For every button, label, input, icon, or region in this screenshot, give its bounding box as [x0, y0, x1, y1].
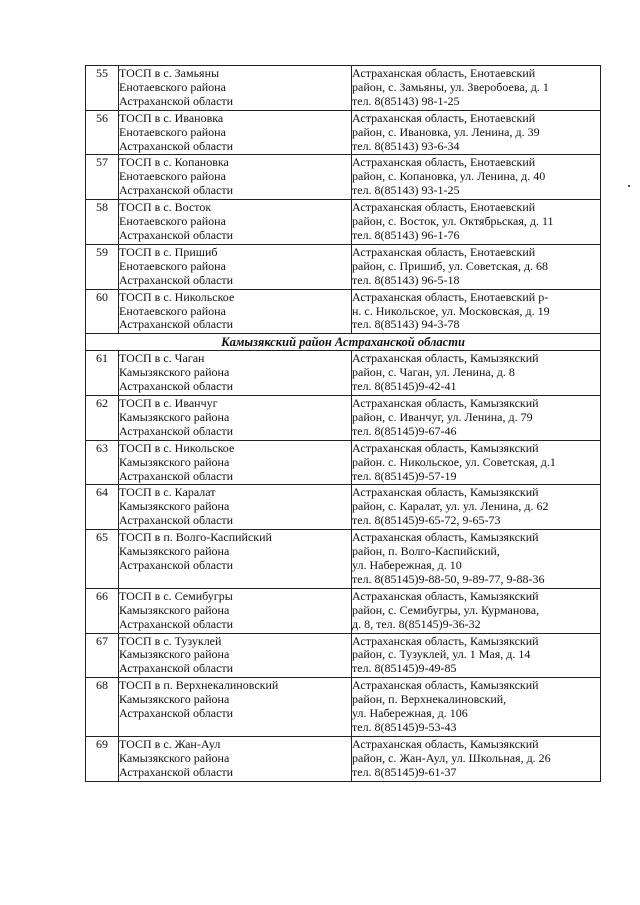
office-address-line: тел. 8(85143) 96-5-18 [352, 272, 460, 287]
office-address-line: район, с. Пришиб, ул. Советская, д. 68 [352, 258, 549, 273]
office-name-line: Камызякского района [119, 692, 230, 707]
office-address [352, 440, 601, 485]
office-address-line: район, с. Тузуклей, ул. 1 Мая, д. 14 [352, 647, 531, 662]
office-name [119, 633, 352, 678]
office-name [119, 440, 352, 485]
office-name-line: Камызякского района [119, 454, 230, 469]
office-address-line: Астраханская область, Камызякский [352, 678, 539, 693]
office-name-line: ТОСП в с. Иванчуг [119, 396, 218, 411]
office-address-line: тел. 8(85143) 96-1-76 [352, 227, 460, 242]
office-name-line: Енотаевского района [119, 124, 226, 139]
office-address-line: Астраханская область, Камызякский [352, 633, 539, 648]
office-name-line: Енотаевского района [119, 214, 226, 229]
row-number: 55 [86, 66, 119, 111]
office-name-line: ТОСП в с. Копановка [119, 155, 229, 170]
office-address-line: ул. Набережная, д. 106 [352, 706, 468, 721]
office-address-line: тел. 8(85145)9-67-46 [352, 423, 457, 438]
row-number: 68 [86, 678, 119, 737]
office-address-line: район, с. Иванчуг, ул. Ленина, д. 79 [352, 409, 533, 424]
table-section-header [86, 334, 601, 351]
office-name [119, 485, 352, 530]
office-name [119, 155, 352, 200]
office-address-line: район, п. Волго-Каспийский, [352, 544, 500, 559]
table-row [86, 155, 601, 200]
office-name [119, 244, 352, 289]
table-row [86, 351, 601, 396]
office-address-line: район, с. Семибугры, ул. Курманова, [352, 602, 540, 617]
office-address-line: район, с. Жан-Аул, ул. Школьная, д. 26 [352, 750, 551, 765]
table-body-kamyzyaksky [86, 351, 601, 781]
office-address-line: тел. 8(85143) 93-1-25 [352, 183, 460, 198]
office-name-line: Камызякского района [119, 499, 230, 514]
office-name-line: Камызякского района [119, 602, 230, 617]
table-row [86, 530, 601, 589]
office-name-line: Камызякского района [119, 409, 230, 424]
office-address-line: Астраханская область, Енотаевский р- [352, 289, 549, 304]
office-address [352, 396, 601, 441]
office-address-line: тел. 8(85145)9-88-50, 9-89-77, 9-88-36 [352, 571, 545, 586]
table-row [86, 244, 601, 289]
office-address-line: район. с. Никольское, ул. Советская, д.1 [352, 454, 556, 469]
office-name-line: Астраханской области [119, 558, 234, 572]
office-name [119, 678, 352, 737]
office-name-line: Енотаевского района [119, 169, 226, 184]
office-address-line: Астраханская область, Енотаевский [352, 244, 536, 259]
row-number: 63 [86, 440, 119, 485]
office-name-line: ТОСП в с. Семибугры [119, 588, 233, 603]
office-address-line: д. 8, тел. 8(85145)9-36-32 [352, 616, 481, 631]
office-name-line: ТОСП в с. Каралат [119, 485, 216, 500]
office-address-line: тел. 8(85145)9-49-85 [352, 661, 457, 676]
row-number: 66 [86, 588, 119, 633]
office-name-line: ТОСП в с. Никольское [119, 289, 235, 304]
office-address-line: ул. Набережная, д. 10 [352, 558, 462, 572]
table-row [86, 200, 601, 245]
office-name-line: ТОСП в с. Жан-Аул [119, 736, 221, 751]
row-number: 59 [86, 244, 119, 289]
row-number: 56 [86, 110, 119, 155]
office-name-line: Астраханской области [119, 138, 234, 153]
office-name [119, 110, 352, 155]
office-name-line: Астраханской области [119, 616, 234, 631]
section-title: Камызякский район Астраханской области [86, 334, 601, 351]
office-name-line: Астраханской области [119, 706, 234, 721]
office-address [352, 244, 601, 289]
office-name [119, 351, 352, 396]
office-name-line: Камызякского района [119, 365, 230, 380]
table-row [86, 66, 601, 111]
office-name-line: Астраханской области [119, 513, 234, 528]
table-row [86, 678, 601, 737]
office-name-line: Астраханской области [119, 93, 234, 108]
office-address-line: Астраханская область, Енотаевский [352, 200, 536, 215]
row-number: 69 [86, 736, 119, 781]
office-name-line: ТОСП в с. Пришиб [119, 244, 218, 259]
office-name-line: Астраханской области [119, 423, 234, 438]
office-address-line: Астраханская область, Камызякский [352, 485, 539, 500]
office-address-line: район, с. Копановка, ул. Ленина, д. 40 [352, 169, 546, 184]
office-address [352, 588, 601, 633]
office-name-line: Астраханской области [119, 227, 234, 242]
office-name-line: ТОСП в с. Ивановка [119, 110, 224, 125]
office-name [119, 396, 352, 441]
office-name-line: Астраханской области [119, 183, 234, 198]
office-address-line: тел. 8(85145)9-65-72, 9-65-73 [352, 513, 501, 528]
office-name-line: Астраханской области [119, 764, 234, 779]
office-address-line: район, с. Каралат, ул. ул. Ленина, д. 62 [352, 499, 549, 514]
office-name-line: Астраханской области [119, 379, 234, 394]
office-address-line: тел. 8(85145)9-57-19 [352, 468, 457, 483]
row-number: 64 [86, 485, 119, 530]
office-address-line: Астраханская область, Камызякский [352, 588, 539, 603]
office-name [119, 200, 352, 245]
office-name-line: ТОСП в с. Замьяны [119, 66, 220, 80]
office-name-line: Астраханской области [119, 661, 234, 676]
office-name-line: ТОСП в с. Восток [119, 200, 212, 215]
office-address-line: Астраханская область, Камызякский [352, 736, 539, 751]
office-name-line: Астраханской области [119, 468, 234, 483]
office-address [352, 110, 601, 155]
office-address-line: тел. 8(85145)9-61-37 [352, 764, 457, 779]
row-number: 65 [86, 530, 119, 589]
row-number: 61 [86, 351, 119, 396]
office-address-line: Астраханская область, Камызякский [352, 440, 539, 455]
office-address-line: Астраханская область, Енотаевский [352, 66, 536, 80]
office-address-line: Астраханская область, Енотаевский [352, 110, 536, 125]
row-number: 58 [86, 200, 119, 245]
office-address-line: тел. 8(85143) 93-6-34 [352, 138, 460, 153]
office-address [352, 155, 601, 200]
office-address-line: район, с. Ивановка, ул. Ленина, д. 39 [352, 124, 540, 139]
office-name-line: ТОСП в с. Чаган [119, 351, 205, 366]
row-number: 67 [86, 633, 119, 678]
office-name-line: ТОСП в с. Никольское [119, 440, 235, 455]
office-name-line: ТОСП в с. Тузуклей [119, 633, 222, 648]
office-address-line: тел. 8(85145)9-42-41 [352, 379, 457, 394]
office-name-line: Астраханской области [119, 317, 234, 332]
table-row [86, 396, 601, 441]
office-name-line: ТОСП в п. Волго-Каспийский [119, 530, 272, 545]
table-row [86, 736, 601, 781]
office-address-line: район, с. Чаган, ул. Ленина, д. 8 [352, 365, 515, 380]
scan-speck [628, 185, 630, 187]
table-row [86, 110, 601, 155]
section-row [86, 334, 601, 351]
office-name [119, 736, 352, 781]
office-address [352, 485, 601, 530]
office-address-line: Астраханская область, Енотаевский [352, 155, 536, 170]
office-name-line: Камызякского района [119, 750, 230, 765]
row-number: 60 [86, 289, 119, 334]
table-body-enotaevsky [86, 66, 601, 334]
office-address-line: район, с. Замьяны, ул. Зверобоева, д. 1 [352, 79, 549, 94]
office-address [352, 530, 601, 589]
office-address-line: Астраханская область, Камызякский [352, 396, 539, 411]
office-address-line: район, с. Восток, ул. Октябрьская, д. 11 [352, 214, 554, 229]
office-name [119, 66, 352, 111]
office-name-line: Камызякского района [119, 647, 230, 662]
office-address [352, 633, 601, 678]
office-name [119, 289, 352, 334]
office-address [352, 289, 601, 334]
office-address-line: Астраханская область, Камызякский [352, 530, 539, 545]
office-name-line: Енотаевского района [119, 303, 226, 318]
row-number: 62 [86, 396, 119, 441]
table-row [86, 440, 601, 485]
office-address-line: тел. 8(85145)9-53-43 [352, 719, 457, 734]
office-address [352, 736, 601, 781]
office-address [352, 351, 601, 396]
row-number: 57 [86, 155, 119, 200]
office-name-line: Енотаевского района [119, 258, 226, 273]
office-name [119, 530, 352, 589]
table-row [86, 588, 601, 633]
office-name-line: Астраханской области [119, 272, 234, 287]
office-address-line: тел. 8(85143) 98-1-25 [352, 93, 460, 108]
tosp-table [85, 65, 601, 782]
office-address-line: район, п. Верхнекалиновский, [352, 692, 507, 707]
office-name-line: ТОСП в п. Верхнекалиновский [119, 678, 279, 693]
table-row [86, 485, 601, 530]
office-name-line: Енотаевского района [119, 79, 226, 94]
office-address-line: тел. 8(85143) 94-3-78 [352, 317, 460, 332]
office-address [352, 66, 601, 111]
office-address-line: н. с. Никольское, ул. Московская, д. 19 [352, 303, 550, 318]
table-row [86, 633, 601, 678]
table-row [86, 289, 601, 334]
office-name [119, 588, 352, 633]
office-address [352, 200, 601, 245]
office-address [352, 678, 601, 737]
office-name-line: Камызякского района [119, 544, 230, 559]
office-address-line: Астраханская область, Камызякский [352, 351, 539, 366]
